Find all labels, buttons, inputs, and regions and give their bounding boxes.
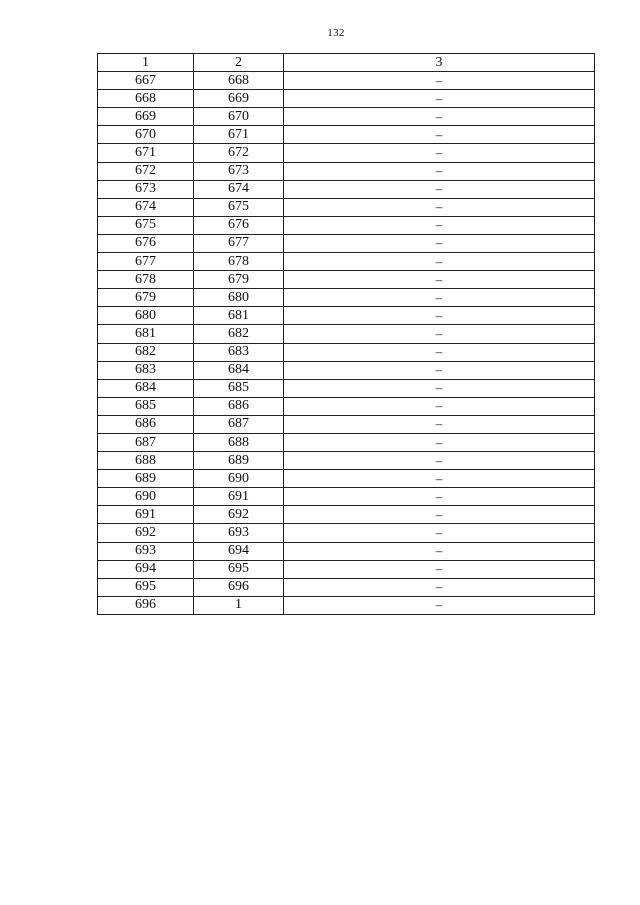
table-cell-col-3: – <box>284 488 595 506</box>
table-cell-col-3: – <box>284 253 595 271</box>
table-cell-col-3: – <box>284 397 595 415</box>
table-cell-col-1: 687 <box>98 433 194 451</box>
table-row <box>98 90 595 108</box>
column-header-2: 2 <box>194 54 284 72</box>
table-cell-col-2: 690 <box>194 470 284 488</box>
table-cell-col-2: 688 <box>194 433 284 451</box>
table-cell-col-1: 667 <box>98 72 194 90</box>
table-cell-col-3: – <box>284 108 595 126</box>
table-cell-col-1: 669 <box>98 108 194 126</box>
table-cell-col-1: 671 <box>98 144 194 162</box>
table-cell-col-1: 695 <box>98 578 194 596</box>
table-cell-col-3: – <box>284 72 595 90</box>
table-cell-col-2: 691 <box>194 488 284 506</box>
table-cell-col-1: 684 <box>98 379 194 397</box>
table-row <box>98 470 595 488</box>
table-row <box>98 253 595 271</box>
table-cell-col-1: 673 <box>98 180 194 198</box>
table-cell-col-3: – <box>284 180 595 198</box>
table-cell-col-2: 669 <box>194 90 284 108</box>
table-cell-col-1: 682 <box>98 343 194 361</box>
table-row <box>98 198 595 216</box>
table-cell-col-3: – <box>284 361 595 379</box>
table-row <box>98 379 595 397</box>
table-row <box>98 307 595 325</box>
table-cell-col-3: – <box>284 216 595 234</box>
table-cell-col-1: 668 <box>98 90 194 108</box>
table-cell-col-2: 681 <box>194 307 284 325</box>
table-cell-col-2: 694 <box>194 542 284 560</box>
table-cell-col-2: 684 <box>194 361 284 379</box>
table-cell-col-1: 680 <box>98 307 194 325</box>
table-cell-col-2: 682 <box>194 325 284 343</box>
table-row <box>98 433 595 451</box>
table-cell-col-1: 679 <box>98 289 194 307</box>
page-number: 132 <box>327 27 345 39</box>
table-cell-col-3: – <box>284 433 595 451</box>
column-header-1: 1 <box>98 54 194 72</box>
table-cell-col-2: 683 <box>194 343 284 361</box>
table-row <box>98 343 595 361</box>
table-cell-col-1: 675 <box>98 216 194 234</box>
table-cell-col-2: 671 <box>194 126 284 144</box>
table-cell-col-1: 694 <box>98 560 194 578</box>
table-cell-col-3: – <box>284 542 595 560</box>
table-row <box>98 108 595 126</box>
table-row <box>98 560 595 578</box>
table-cell-col-1: 670 <box>98 126 194 144</box>
table-cell-col-3: – <box>284 144 595 162</box>
table-cell-col-3: – <box>284 234 595 252</box>
table-cell-col-2: 695 <box>194 560 284 578</box>
table-row <box>98 162 595 180</box>
table-cell-col-2: 686 <box>194 397 284 415</box>
table-cell-col-1: 689 <box>98 470 194 488</box>
table-cell-col-2: 680 <box>194 289 284 307</box>
table-cell-col-3: – <box>284 560 595 578</box>
table-row <box>98 180 595 198</box>
table-cell-col-2: 675 <box>194 198 284 216</box>
table-row <box>98 234 595 252</box>
table-cell-col-3: – <box>284 90 595 108</box>
table-cell-col-2: 672 <box>194 144 284 162</box>
table-row <box>98 452 595 470</box>
table-cell-col-1: 677 <box>98 253 194 271</box>
table-cell-col-2: 696 <box>194 578 284 596</box>
table-row <box>98 524 595 542</box>
table-row <box>98 542 595 560</box>
table-cell-col-1: 691 <box>98 506 194 524</box>
table-cell-col-3: – <box>284 379 595 397</box>
table-cell-col-2: 685 <box>194 379 284 397</box>
table-row <box>98 397 595 415</box>
table-cell-col-2: 678 <box>194 253 284 271</box>
table-cell-col-1: 676 <box>98 234 194 252</box>
table-row <box>98 144 595 162</box>
table-row <box>98 415 595 433</box>
table-row <box>98 361 595 379</box>
table-cell-col-3: – <box>284 289 595 307</box>
table-cell-col-2: 679 <box>194 271 284 289</box>
table-cell-col-1: 674 <box>98 198 194 216</box>
table-cell-col-3: – <box>284 415 595 433</box>
table-cell-col-1: 692 <box>98 524 194 542</box>
table-body <box>98 72 595 615</box>
table-cell-col-3: – <box>284 162 595 180</box>
table-cell-col-2: 693 <box>194 524 284 542</box>
table-row <box>98 578 595 596</box>
table-cell-col-1: 683 <box>98 361 194 379</box>
table-cell-col-3: – <box>284 452 595 470</box>
table-cell-col-3: – <box>284 271 595 289</box>
table-cell-col-3: – <box>284 198 595 216</box>
table-row <box>98 271 595 289</box>
table-row <box>98 216 595 234</box>
table-cell-col-1: 685 <box>98 397 194 415</box>
table-cell-col-2: 668 <box>194 72 284 90</box>
table-cell-col-1: 672 <box>98 162 194 180</box>
table-cell-col-2: 674 <box>194 180 284 198</box>
table-cell-col-2: 673 <box>194 162 284 180</box>
table-cell-col-1: 678 <box>98 271 194 289</box>
table-cell-col-1: 681 <box>98 325 194 343</box>
table-cell-col-3: – <box>284 470 595 488</box>
table-cell-col-2: 670 <box>194 108 284 126</box>
table-cell-col-2: 687 <box>194 415 284 433</box>
table-cell-col-2: 1 <box>194 596 284 614</box>
table-cell-col-1: 696 <box>98 596 194 614</box>
table-cell-col-3: – <box>284 343 595 361</box>
table-row <box>98 72 595 90</box>
table-row <box>98 126 595 144</box>
table-cell-col-3: – <box>284 307 595 325</box>
table-cell-col-3: – <box>284 506 595 524</box>
table-cell-col-1: 688 <box>98 452 194 470</box>
data-table <box>97 53 595 615</box>
table-cell-col-1: 686 <box>98 415 194 433</box>
table-cell-col-2: 676 <box>194 216 284 234</box>
table-cell-col-3: – <box>284 578 595 596</box>
table-row <box>98 488 595 506</box>
table-row <box>98 289 595 307</box>
table-cell-col-3: – <box>284 126 595 144</box>
column-header-3: 3 <box>284 54 595 72</box>
table-cell-col-3: – <box>284 524 595 542</box>
table-cell-col-1: 690 <box>98 488 194 506</box>
table-cell-col-2: 692 <box>194 506 284 524</box>
header-row <box>98 54 595 72</box>
table-cell-col-3: – <box>284 596 595 614</box>
table-cell-col-2: 677 <box>194 234 284 252</box>
table-row <box>98 596 595 614</box>
table-cell-col-1: 693 <box>98 542 194 560</box>
table-row <box>98 325 595 343</box>
table-header <box>98 54 595 72</box>
table-row <box>98 506 595 524</box>
table-cell-col-2: 689 <box>194 452 284 470</box>
table-cell-col-3: – <box>284 325 595 343</box>
